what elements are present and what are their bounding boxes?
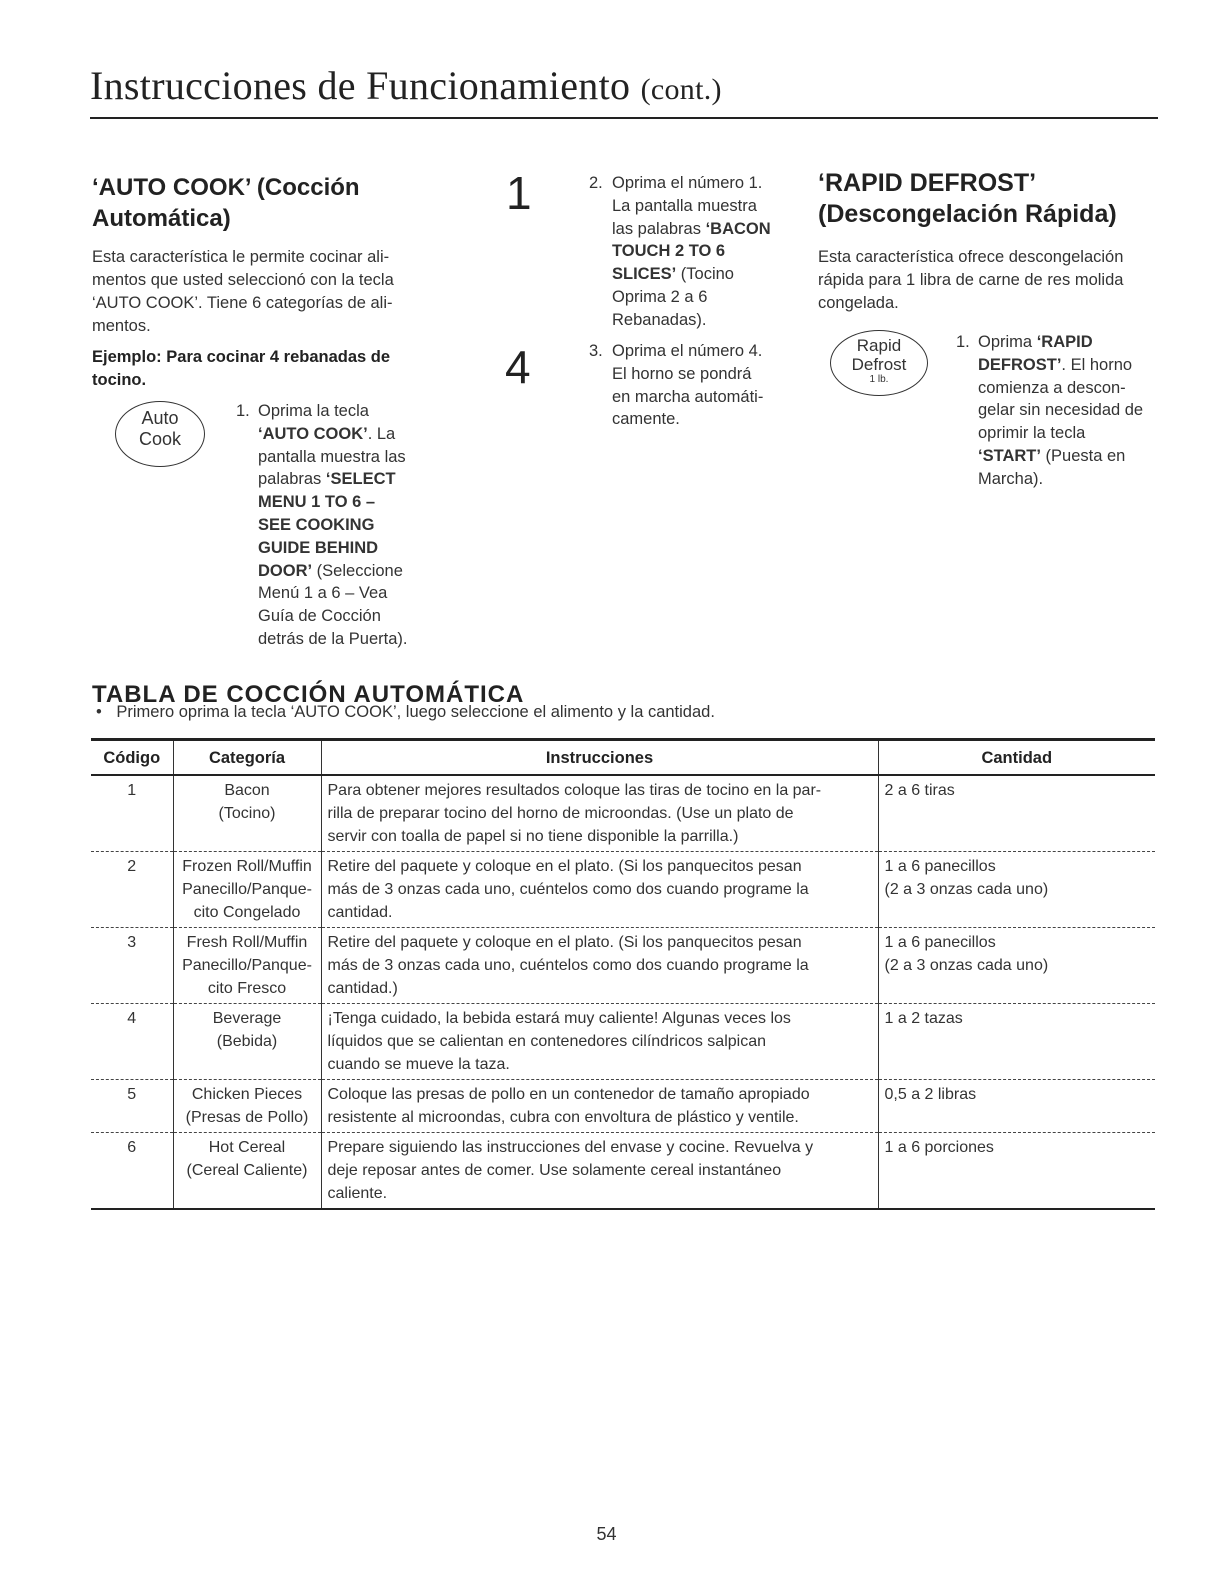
rapid-defrost-intro-line: Esta característica ofrece descongelación: [818, 248, 1124, 266]
cell-code: 1: [127, 782, 137, 799]
rapid-defrost-intro-line: rápida para 1 libra de carne de res molida: [818, 271, 1124, 289]
auto-cook-step-3: [612, 340, 802, 431]
step-line: Menú 1 a 6 – Vea: [258, 584, 388, 603]
table-row: [91, 775, 1155, 852]
auto-cook-step-2: [612, 172, 802, 332]
table-row: [91, 1080, 1155, 1133]
step-line: ‘START’ (Puesta en: [978, 446, 1126, 465]
auto-cook-example-line1: Ejemplo: Para cocinar 4 rebanadas de: [92, 348, 391, 366]
column-header-quantity: Cantidad: [878, 740, 1155, 776]
cell-quantity: 0,5 a 2 libras: [878, 1080, 1155, 1133]
bullet-icon: •: [96, 703, 102, 721]
auto-cook-example-line2: tocino.: [92, 371, 147, 389]
rapid-defrost-intro: [818, 246, 1158, 315]
step-line: Oprima ‘RAPID: [978, 333, 1093, 351]
page-title-suffix: (cont.): [640, 73, 722, 106]
cooking-table-note: [96, 703, 715, 722]
rapid-defrost-step-1: [978, 331, 1168, 491]
cell-instructions: Prepare siguiendo las instrucciones del envase y cocine. Revuelva y deje reposar antes de comer. Use solamente cereal instantáneo caliente.: [321, 1133, 878, 1210]
cell-code: 4: [127, 1010, 137, 1027]
auto-cook-intro-line: Esta característica le permite cocinar ali-: [92, 248, 390, 266]
cell-instructions: Coloque las presas de pollo en un contenedor de tamaño apropiado resistente al microondas, cubra con envoltura de plástico y ventile.: [321, 1080, 878, 1133]
cell-category: Chicken Pieces (Presas de Pollo): [173, 1080, 321, 1133]
step-line: ‘AUTO COOK’. La: [258, 424, 396, 443]
rapid-defrost-heading: [818, 168, 1117, 230]
step-line: en marcha automáti-: [612, 387, 764, 406]
cell-code: 6: [127, 1139, 137, 1156]
step-line: TOUCH 2 TO 6: [612, 242, 726, 261]
auto-cook-heading-line1: ‘AUTO COOK’ (Cocción: [92, 174, 360, 201]
auto-cook-key-line1: Auto: [141, 408, 179, 428]
page-number: 54: [596, 1524, 617, 1544]
auto-cook-heading-line2: Automática): [92, 205, 231, 232]
cooking-table-note-text: Primero oprima la tecla ‘AUTO COOK’, luego seleccione el alimento y la cantidad.: [116, 703, 715, 721]
step-line: La pantalla muestra: [612, 196, 757, 215]
auto-cook-heading: [92, 172, 360, 234]
step-line: palabras ‘SELECT: [258, 470, 396, 489]
cell-category: Frozen Roll/Muffin Panecillo/Panque- cito Congelado: [173, 852, 321, 928]
cell-instructions: Retire del paquete y coloque en el plato. (Si los panquecitos pesan más de 3 onzas cada uno, cuéntelos como dos cuando programe la cantidad.): [321, 928, 878, 1004]
step-line: Rebanadas).: [612, 310, 707, 329]
step-line: SEE COOKING: [258, 515, 375, 534]
step-line: Marcha).: [978, 469, 1044, 488]
auto-cook-intro-line: mentos que usted seleccionó con la tecla: [92, 271, 394, 289]
table-row: [91, 852, 1155, 928]
step-line: oprimir la tecla: [978, 424, 1086, 443]
rapid-defrost-key-line2: Defrost: [851, 355, 907, 374]
column-header-category: Categoría: [173, 740, 321, 776]
auto-cook-intro-line: mentos.: [92, 317, 151, 335]
step-line: las palabras ‘BACON: [612, 219, 771, 238]
step-line: DEFROST’. El horno: [978, 355, 1133, 374]
auto-cook-step-2-number: 2.: [589, 174, 603, 192]
cell-quantity: 1 a 2 tazas: [878, 1004, 1155, 1080]
step-line: detrás de la Puerta).: [258, 629, 408, 648]
column-header-code: Código: [103, 749, 161, 767]
column-header-instructions: Instrucciones: [321, 740, 878, 776]
table-row: [91, 928, 1155, 1004]
rapid-defrost-step-1-number: 1.: [956, 333, 970, 351]
cell-code: 2: [127, 858, 137, 875]
rapid-defrost-key-icon: [830, 330, 928, 396]
cell-quantity: 2 a 6 tiras: [878, 775, 1155, 852]
auto-cook-step-3-number: 3.: [589, 342, 603, 360]
step-line: GUIDE BEHIND: [258, 538, 379, 557]
step-line: MENU 1 TO 6 –: [258, 493, 376, 512]
page-title: [90, 62, 722, 109]
key-4-digit: 4: [505, 341, 531, 393]
cell-category: Bacon (Tocino): [173, 775, 321, 852]
rapid-defrost-heading-line2: (Descongelación Rápida): [818, 200, 1117, 228]
step-line: camente.: [612, 410, 680, 429]
table-row: [91, 1004, 1155, 1080]
cell-category: Fresh Roll/Muffin Panecillo/Panque- cito Fresco: [173, 928, 321, 1004]
auto-cook-key-line2: Cook: [138, 429, 182, 449]
cell-code: 3: [127, 934, 137, 951]
step-line: Oprima 2 a 6: [612, 287, 708, 306]
auto-cook-key-icon: [115, 401, 205, 467]
cooking-table-title: TABLA DE COCCIÓN AUTOMÁTICA: [92, 681, 525, 708]
rapid-defrost-heading-line1: ‘RAPID DEFROST’: [818, 169, 1037, 197]
step-line: El horno se pondrá: [612, 364, 752, 383]
step-line: pantalla muestra las: [258, 447, 406, 466]
step-line: gelar sin necesidad de: [978, 401, 1144, 420]
auto-cook-step-1-number: 1.: [236, 402, 250, 420]
cell-quantity: 1 a 6 panecillos (2 a 3 onzas cada uno): [878, 852, 1155, 928]
step-line: Oprima la tecla: [258, 402, 369, 420]
cell-category: Hot Cereal (Cereal Caliente): [173, 1133, 321, 1210]
title-rule: [90, 117, 1158, 119]
table-row: [91, 1133, 1155, 1210]
auto-cook-table: [91, 738, 1155, 1210]
cell-code: 5: [127, 1086, 137, 1103]
step-line: DOOR’ (Seleccione: [258, 561, 403, 580]
step-line: Oprima el número 1.: [612, 174, 763, 192]
auto-cook-intro-line: ‘AUTO COOK’. Tiene 6 categorías de ali-: [92, 294, 393, 312]
key-1-digit: 1: [506, 167, 532, 219]
auto-cook-step-1: [258, 400, 438, 651]
cell-quantity: 1 a 6 panecillos (2 a 3 onzas cada uno): [878, 928, 1155, 1004]
auto-cook-intro: [92, 246, 432, 338]
step-line: Oprima el número 4.: [612, 342, 763, 360]
cell-category: Beverage (Bebida): [173, 1004, 321, 1080]
auto-cook-example: [92, 346, 390, 392]
step-line: comienza a descon-: [978, 378, 1126, 397]
rapid-defrost-key-line1: Rapid: [856, 336, 902, 355]
cell-quantity: 1 a 6 porciones: [878, 1133, 1155, 1210]
page-title-main: Instrucciones de Funcionamiento: [90, 63, 631, 108]
step-line: Guía de Cocción: [258, 607, 381, 626]
cell-instructions: ¡Tenga cuidado, la bebida estará muy caliente! Algunas veces los líquidos que se calientan en contenedores cilíndricos salpican cuando se mueve la taza.: [321, 1004, 878, 1080]
step-line: SLICES’ (Tocino: [612, 265, 734, 284]
cell-instructions: Retire del paquete y coloque en el plato. (Si los panquecitos pesan más de 3 onzas cada uno, cuéntelos como dos cuando programe la cantidad.: [321, 852, 878, 928]
table-header-row: [91, 740, 1155, 776]
rapid-defrost-intro-line: congelada.: [818, 294, 899, 312]
cell-instructions: Para obtener mejores resultados coloque las tiras de tocino en la par- rilla de preparar tocino del horno de microondas. (Use un plato de servir con toalla de papel si no tiene disponible la parrilla.): [321, 775, 878, 852]
rapid-defrost-key-line3: 1 lb.: [869, 374, 889, 385]
